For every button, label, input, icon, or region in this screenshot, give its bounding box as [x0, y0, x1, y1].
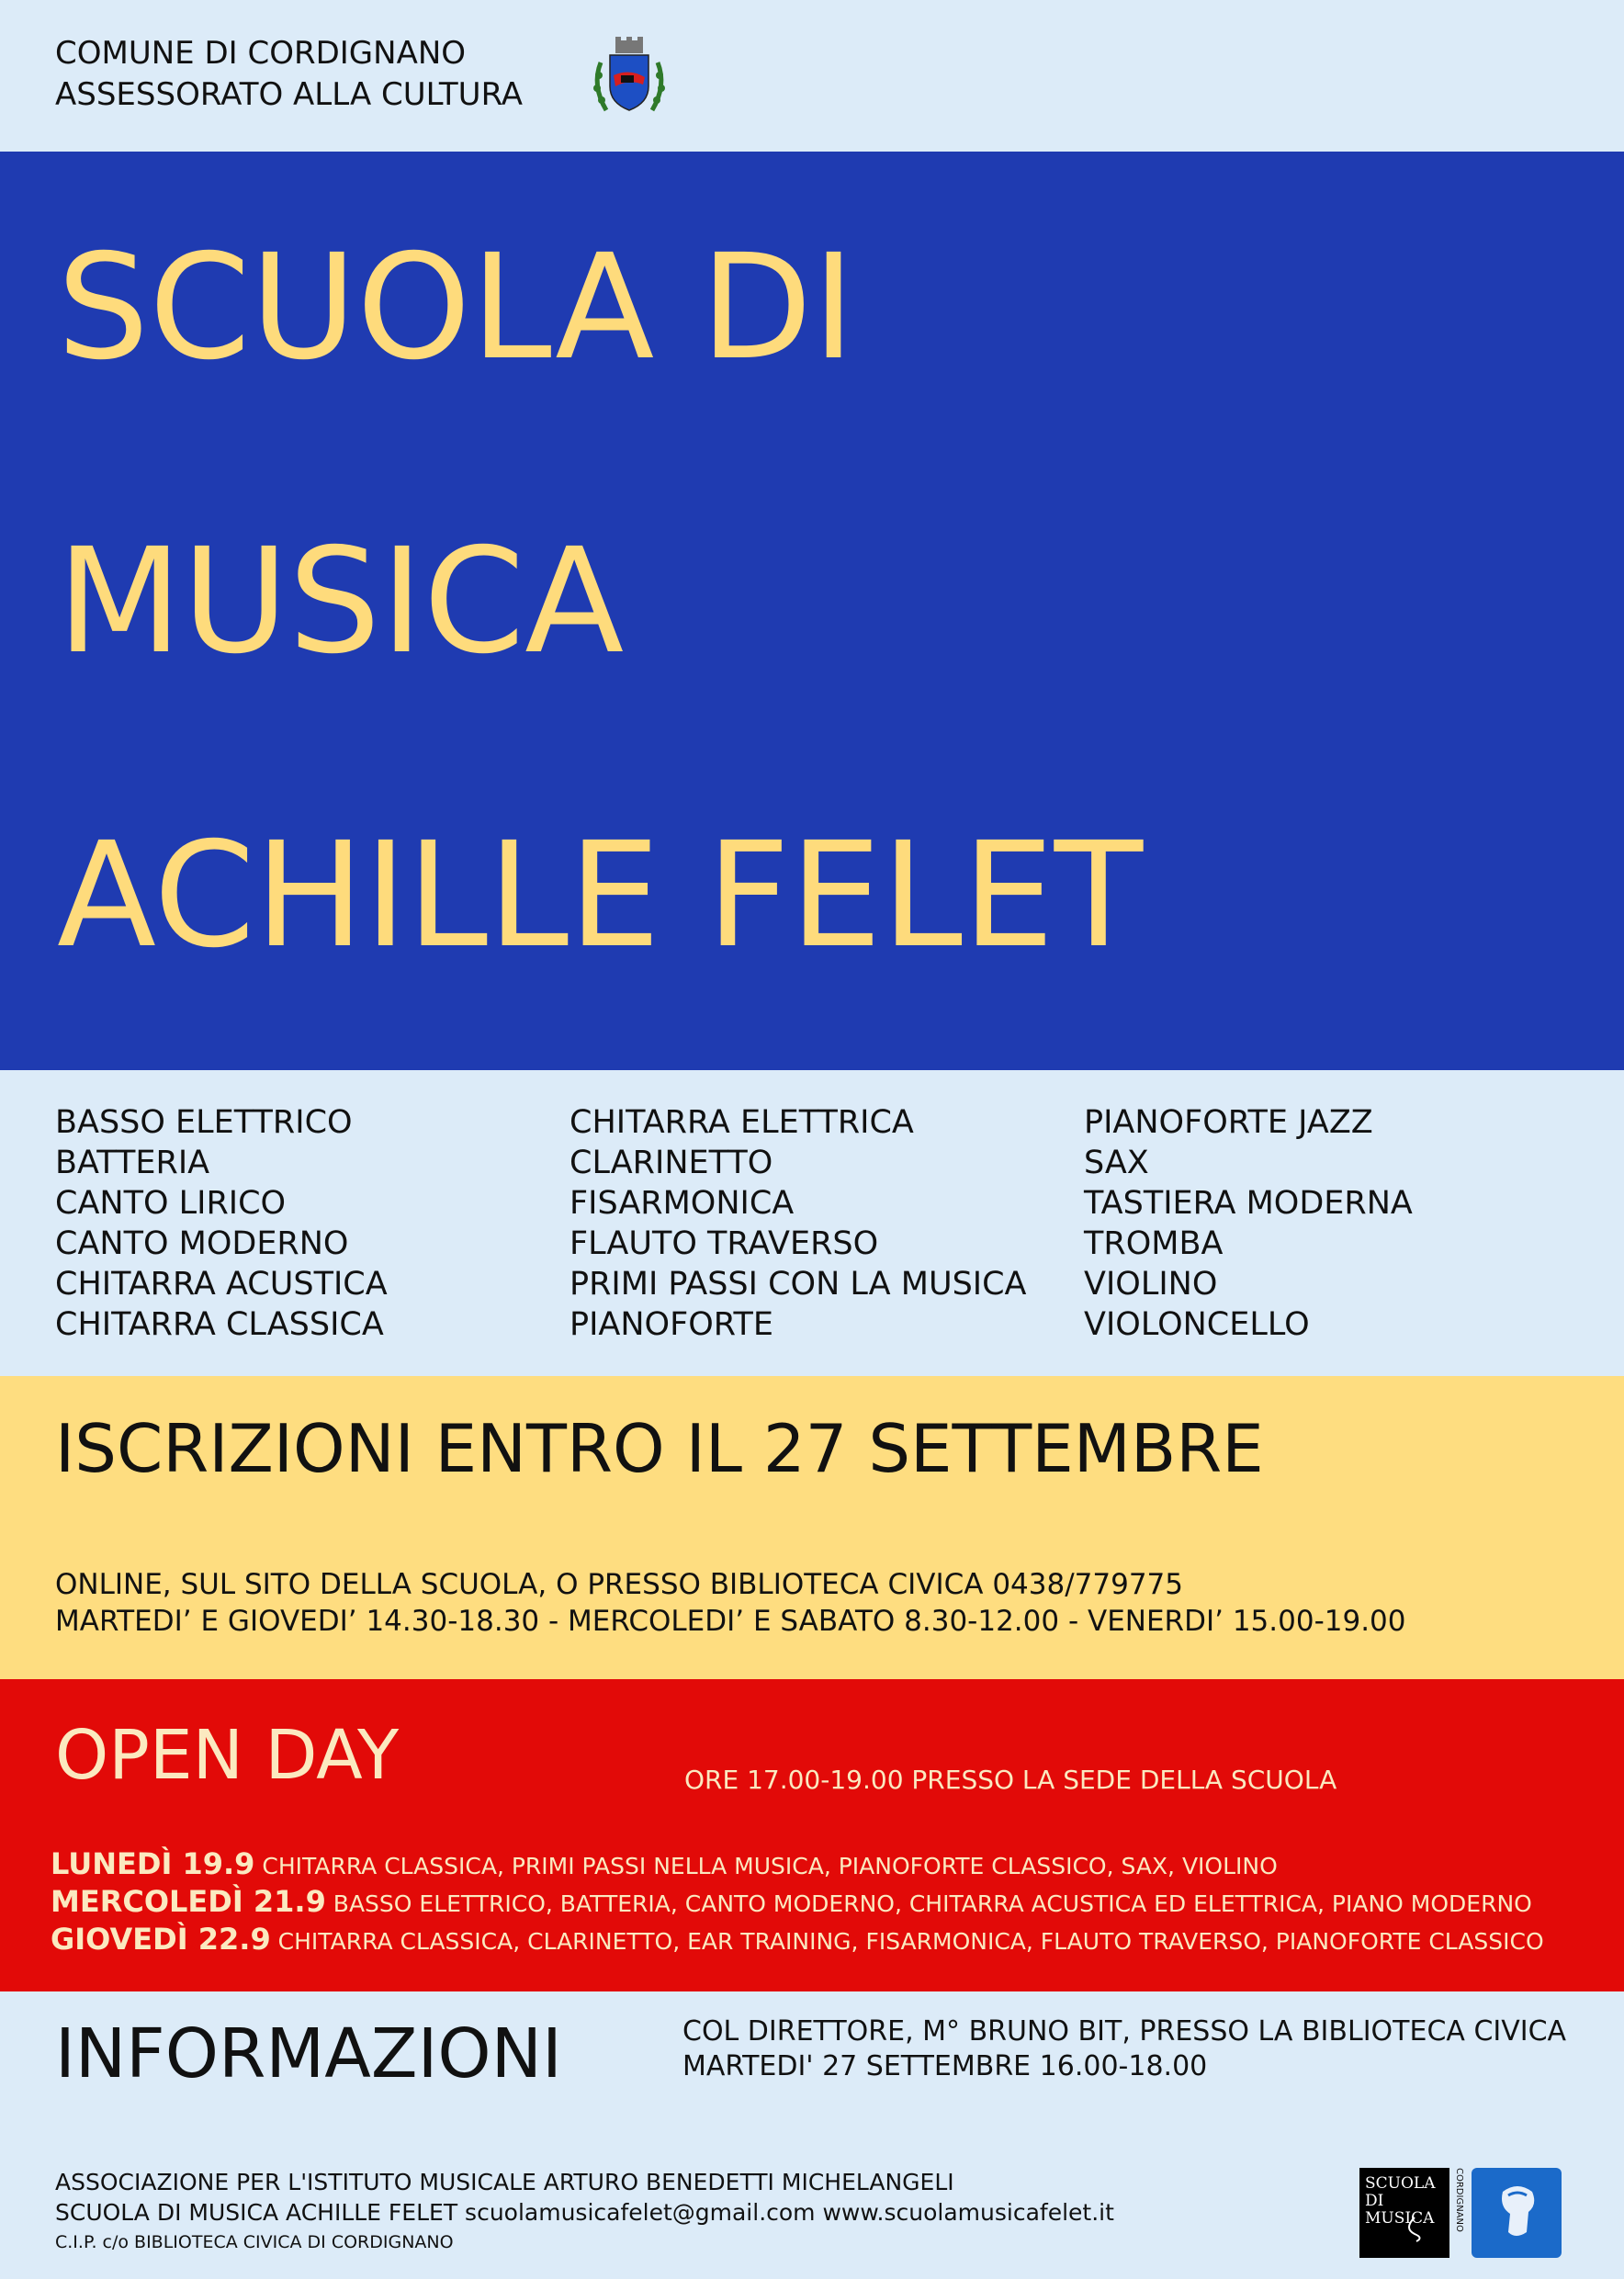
open-day-row	[51, 1846, 1544, 1884]
list-item: BASSO ELETTRICO	[55, 1104, 353, 1141]
footer-contacts: SCUOLA DI MUSICA ACHILLE FELET scuolamusicafelet@gmail.com www.scuolamusicafelet.it	[55, 2199, 1114, 2226]
header-line-municipality: COMUNE DI CORDIGNANO	[55, 35, 467, 72]
instrument-list-column-1	[55, 1102, 388, 1345]
list-item: CANTO LIRICO	[55, 1185, 287, 1222]
info-contact: COL DIRETTORE, M° BRUNO BIT, PRESSO LA BIBLIOTECA CIVICA	[682, 2015, 1567, 2048]
open-day-courses: BASSO ELETTRICO, BATTERIA, CANTO MODERNO, CHITARRA ACUSTICA ED ELETTRICA, PIANO MODERNO	[333, 1890, 1532, 1917]
list-item: CHITARRA ACUSTICA	[55, 1266, 388, 1303]
title-line-2: MUSICA	[57, 517, 625, 686]
enrollment-title: ISCRIZIONI ENTRO IL 27 SETTEMBRE	[55, 1410, 1264, 1487]
list-item: BATTERIA	[55, 1145, 210, 1181]
school-logo-text: SCUOLA DI MUSICA	[1365, 2174, 1436, 2228]
treble-clef-icon	[1396, 2216, 1433, 2243]
list-item: TASTIERA MODERNA	[1084, 1185, 1413, 1222]
open-day-schedule	[51, 1846, 1544, 1959]
list-item: VIOLINO	[1084, 1266, 1218, 1303]
list-item: FLAUTO TRAVERSO	[570, 1225, 879, 1262]
list-item: CANTO MODERNO	[55, 1225, 349, 1262]
open-day-title: OPEN DAY	[55, 1716, 400, 1795]
municipal-crest-icon	[588, 35, 671, 119]
enrollment-location: ONLINE, SUL SITO DELLA SCUOLA, O PRESSO BIBLIOTECA CIVICA 0438/779775	[55, 1568, 1183, 1601]
open-day-date: LUNEDÌ 19.9	[51, 1846, 255, 1881]
school-logo-side-label: CORDIGNANO	[1454, 2168, 1464, 2232]
instrument-list-column-2	[570, 1102, 1027, 1345]
list-item: CHITARRA CLASSICA	[55, 1306, 384, 1343]
list-item: TROMBA	[1084, 1225, 1224, 1262]
title-line-1: SCUOLA DI	[57, 223, 855, 392]
info-date: MARTEDI' 27 SETTEMBRE 16.00-18.00	[682, 2050, 1208, 2082]
list-item: FISARMONICA	[570, 1185, 795, 1222]
open-day-hours: ORE 17.00-19.00 PRESSO LA SEDE DELLA SCUOLA	[684, 1765, 1337, 1795]
title-line-3: ACHILLE FELET	[57, 811, 1144, 980]
list-item: VIOLONCELLO	[1084, 1306, 1310, 1343]
header-line-department: ASSESSORATO ALLA CULTURA	[55, 76, 524, 113]
institute-portrait-logo-icon	[1472, 2168, 1562, 2258]
footer-association: ASSOCIAZIONE PER L'ISTITUTO MUSICALE ARTURO BENEDETTI MICHELANGELI	[55, 2169, 954, 2195]
list-item: SAX	[1084, 1145, 1149, 1181]
open-day-date: MERCOLEDÌ 21.9	[51, 1884, 326, 1919]
open-day-courses: CHITARRA CLASSICA, PRIMI PASSI NELLA MUSICA, PIANOFORTE CLASSICO, SAX, VIOLINO	[262, 1853, 1278, 1879]
info-details	[682, 2014, 1566, 2084]
list-item: PIANOFORTE JAZZ	[1084, 1104, 1373, 1141]
open-day-row	[51, 1922, 1544, 1959]
instrument-list-column-3	[1084, 1102, 1413, 1345]
list-item: CLARINETTO	[570, 1145, 773, 1181]
list-item: PRIMI PASSI CON LA MUSICA	[570, 1266, 1027, 1303]
open-day-courses: CHITARRA CLASSICA, CLARINETTO, EAR TRAINING, FISARMONICA, FLAUTO TRAVERSO, PIANOFORTE CLASSICO	[277, 1928, 1544, 1955]
list-item: CHITARRA ELETTRICA	[570, 1104, 914, 1141]
enrollment-hours: MARTEDI’ E GIOVEDI’ 14.30-18.30 - MERCOLEDI’ E SABATO 8.30-12.00 - VENERDI’ 15.00-19.00	[55, 1605, 1406, 1638]
header-organization	[55, 33, 523, 116]
info-title: INFORMAZIONI	[55, 2014, 562, 2093]
footer-text	[55, 2167, 1114, 2258]
open-day-row	[51, 1884, 1544, 1922]
school-logo	[1359, 2168, 1449, 2258]
enrollment-details	[55, 1566, 1406, 1640]
footer-cip: C.I.P. c/o BIBLIOTECA CIVICA DI CORDIGNANO	[55, 2232, 454, 2252]
open-day-date: GIOVEDÌ 22.9	[51, 1922, 271, 1957]
list-item: PIANOFORTE	[570, 1306, 774, 1343]
